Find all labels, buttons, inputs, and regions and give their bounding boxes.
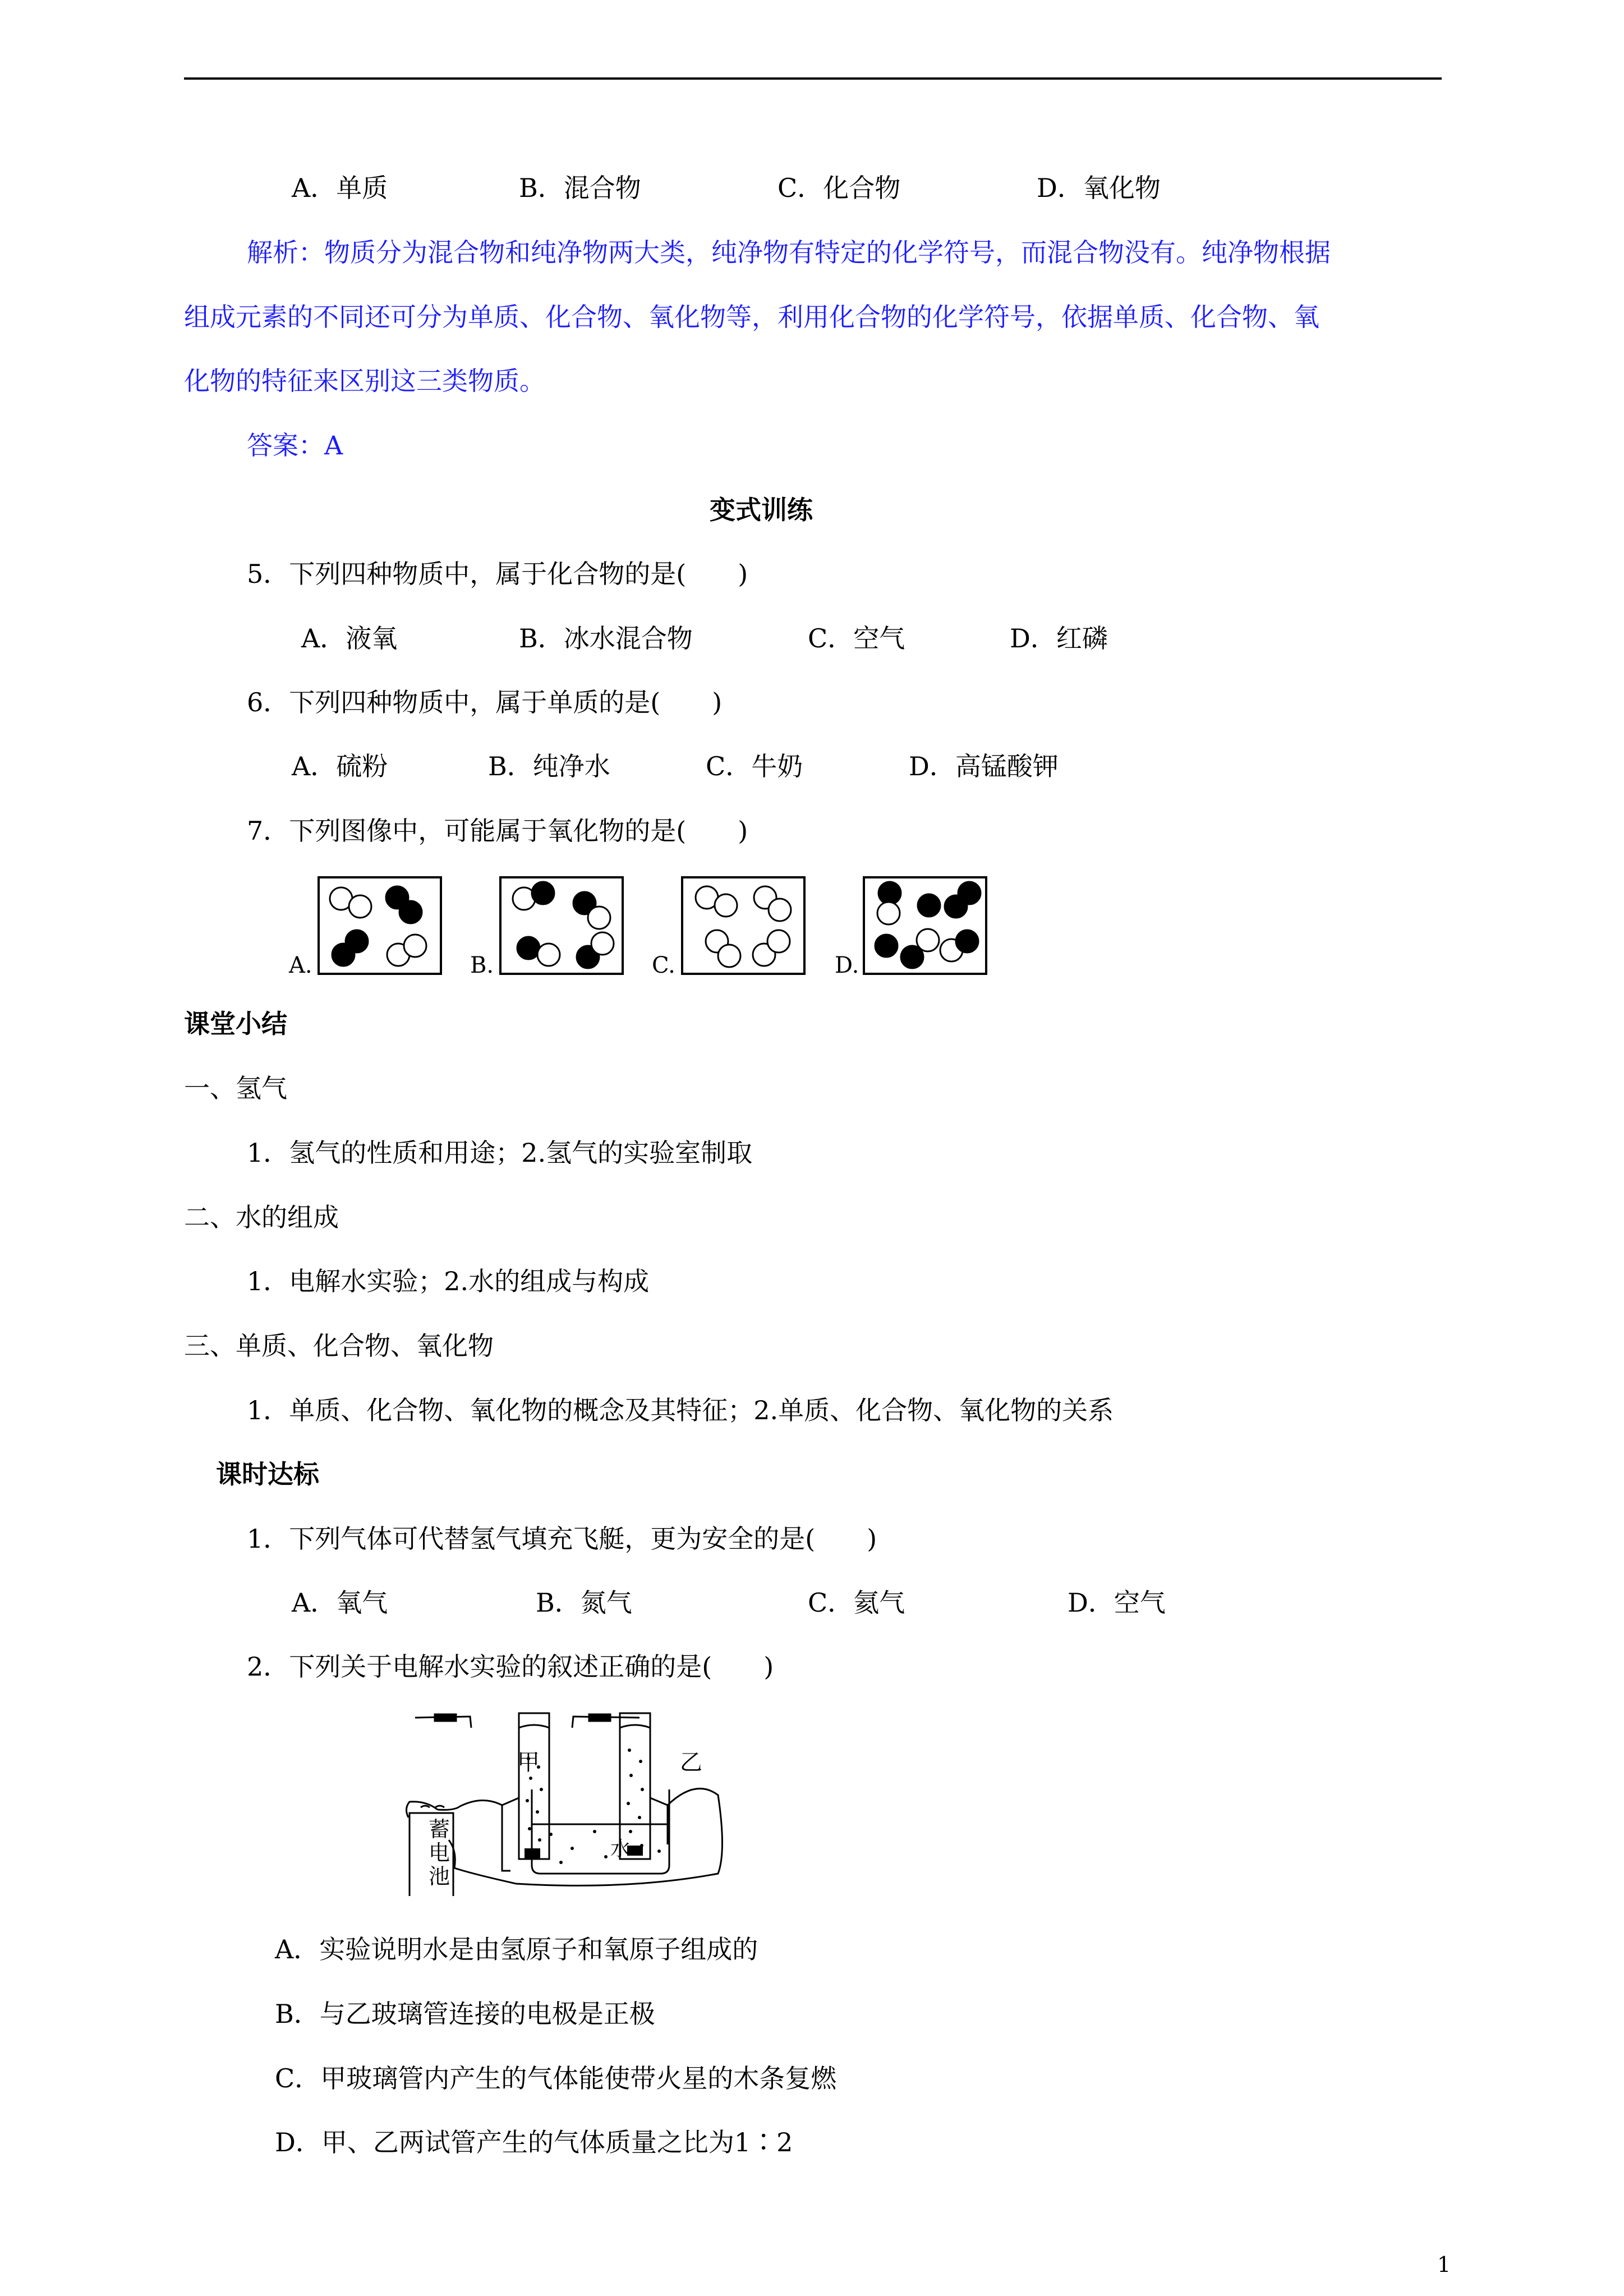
q6-option-d: D．高锰酸钾 bbox=[909, 751, 1059, 781]
drill-q2-option-d: D．甲、乙两试管产生的气体质量之比为1∶2 bbox=[275, 2127, 793, 2157]
q4-option-d: D．氧化物 bbox=[1037, 173, 1161, 203]
q7-diagram-d bbox=[863, 876, 987, 975]
q7-label-a: A. bbox=[289, 953, 312, 978]
q6-option-b: B．纯净水 bbox=[488, 751, 610, 781]
q6-stem: 6．下列四种物质中，属于单质的是( ) bbox=[247, 687, 723, 717]
drill-q1-option-b: B．氮气 bbox=[536, 1588, 632, 1618]
water-label: 水 bbox=[610, 1838, 631, 1861]
q7-stem: 7．下列图像中，可能属于氧化物的是( ) bbox=[247, 816, 748, 846]
summary-heading-3: 三、单质、化合物、氧化物 bbox=[184, 1331, 494, 1361]
q4-option-c: C．化合物 bbox=[778, 173, 901, 203]
q7-diagram-b bbox=[499, 876, 624, 975]
summary-detail-1: 1．氢气的性质和用途；2.氢气的实验室制取 bbox=[247, 1138, 753, 1168]
analysis-line-3: 化物的特征来区别这三类物质。 bbox=[184, 366, 545, 396]
summary-heading-1: 一、氢气 bbox=[184, 1073, 287, 1103]
q7-diagram-c bbox=[681, 876, 806, 975]
battery-char-3: 池 bbox=[428, 1864, 450, 1889]
q7-label-b: B. bbox=[470, 953, 494, 978]
summary-title: 课堂小结 bbox=[184, 1009, 287, 1039]
drill-q2-option-a: A．实验说明水是由氢原子和氧原子组成的 bbox=[275, 1934, 758, 1964]
tube-label-jia: 甲 bbox=[517, 1750, 540, 1775]
q4-option-a: A．单质 bbox=[292, 173, 388, 203]
drill-q1-stem: 1．下列气体可代替氢气填充飞艇，更为安全的是( ) bbox=[247, 1524, 877, 1554]
q6-option-c: C．牛奶 bbox=[706, 751, 803, 781]
tube-label-yi: 乙 bbox=[680, 1750, 702, 1775]
analysis-line-1: 解析：物质分为混合物和纯净物两大类，纯净物有特定的化学符号，而混合物没有。纯净物根据 bbox=[247, 237, 1331, 268]
header-rule bbox=[184, 77, 1442, 80]
battery-char-1: 蓄 bbox=[428, 1817, 450, 1842]
q7-label-d: D. bbox=[835, 953, 859, 978]
drill-q1-option-a: A．氧气 bbox=[292, 1588, 388, 1618]
drill-q1-option-c: C．氦气 bbox=[808, 1588, 905, 1618]
battery-label bbox=[427, 1818, 451, 1888]
q7-label-c: C. bbox=[652, 953, 675, 978]
summary-detail-2: 1．电解水实验；2.水的组成与构成 bbox=[247, 1266, 650, 1296]
q5-stem: 5．下列四种物质中，属于化合物的是( ) bbox=[247, 559, 748, 589]
drill-title: 课时达标 bbox=[216, 1459, 319, 1489]
answer: 答案：A bbox=[247, 430, 343, 461]
summary-detail-3: 1．单质、化合物、氧化物的概念及其特征；2.单质、化合物、氧化物的关系 bbox=[247, 1395, 1114, 1425]
drill-q2-option-c: C．甲玻璃管内产生的气体能使带火星的木条复燃 bbox=[275, 2063, 837, 2093]
drill-q1-option-d: D．空气 bbox=[1068, 1588, 1166, 1618]
page-number: 1 bbox=[1437, 2252, 1451, 2277]
analysis-line-2: 组成元素的不同还可分为单质、化合物、氧化物等，利用化合物的化学符号，依据单质、化合物、氧 bbox=[184, 302, 1319, 332]
q7-diagram-a bbox=[318, 876, 442, 975]
drill-q2-option-b: B．与乙玻璃管连接的电极是正极 bbox=[275, 1999, 655, 2029]
q5-option-b: B．冰水混合物 bbox=[519, 623, 693, 654]
q4-option-b: B．混合物 bbox=[519, 173, 641, 203]
drill-q2-stem: 2．下列关于电解水实验的叙述正确的是( ) bbox=[247, 1651, 774, 1682]
q5-option-c: C．空气 bbox=[808, 623, 905, 654]
electrolysis-diagram bbox=[404, 1705, 740, 1896]
q5-option-d: D．红磷 bbox=[1010, 623, 1108, 654]
variant-title: 变式训练 bbox=[710, 495, 813, 525]
q5-option-a: A．液氧 bbox=[301, 623, 398, 654]
summary-heading-2: 二、水的组成 bbox=[184, 1202, 339, 1232]
battery-char-2: 电 bbox=[428, 1841, 450, 1865]
q6-option-a: A．硫粉 bbox=[292, 751, 388, 781]
